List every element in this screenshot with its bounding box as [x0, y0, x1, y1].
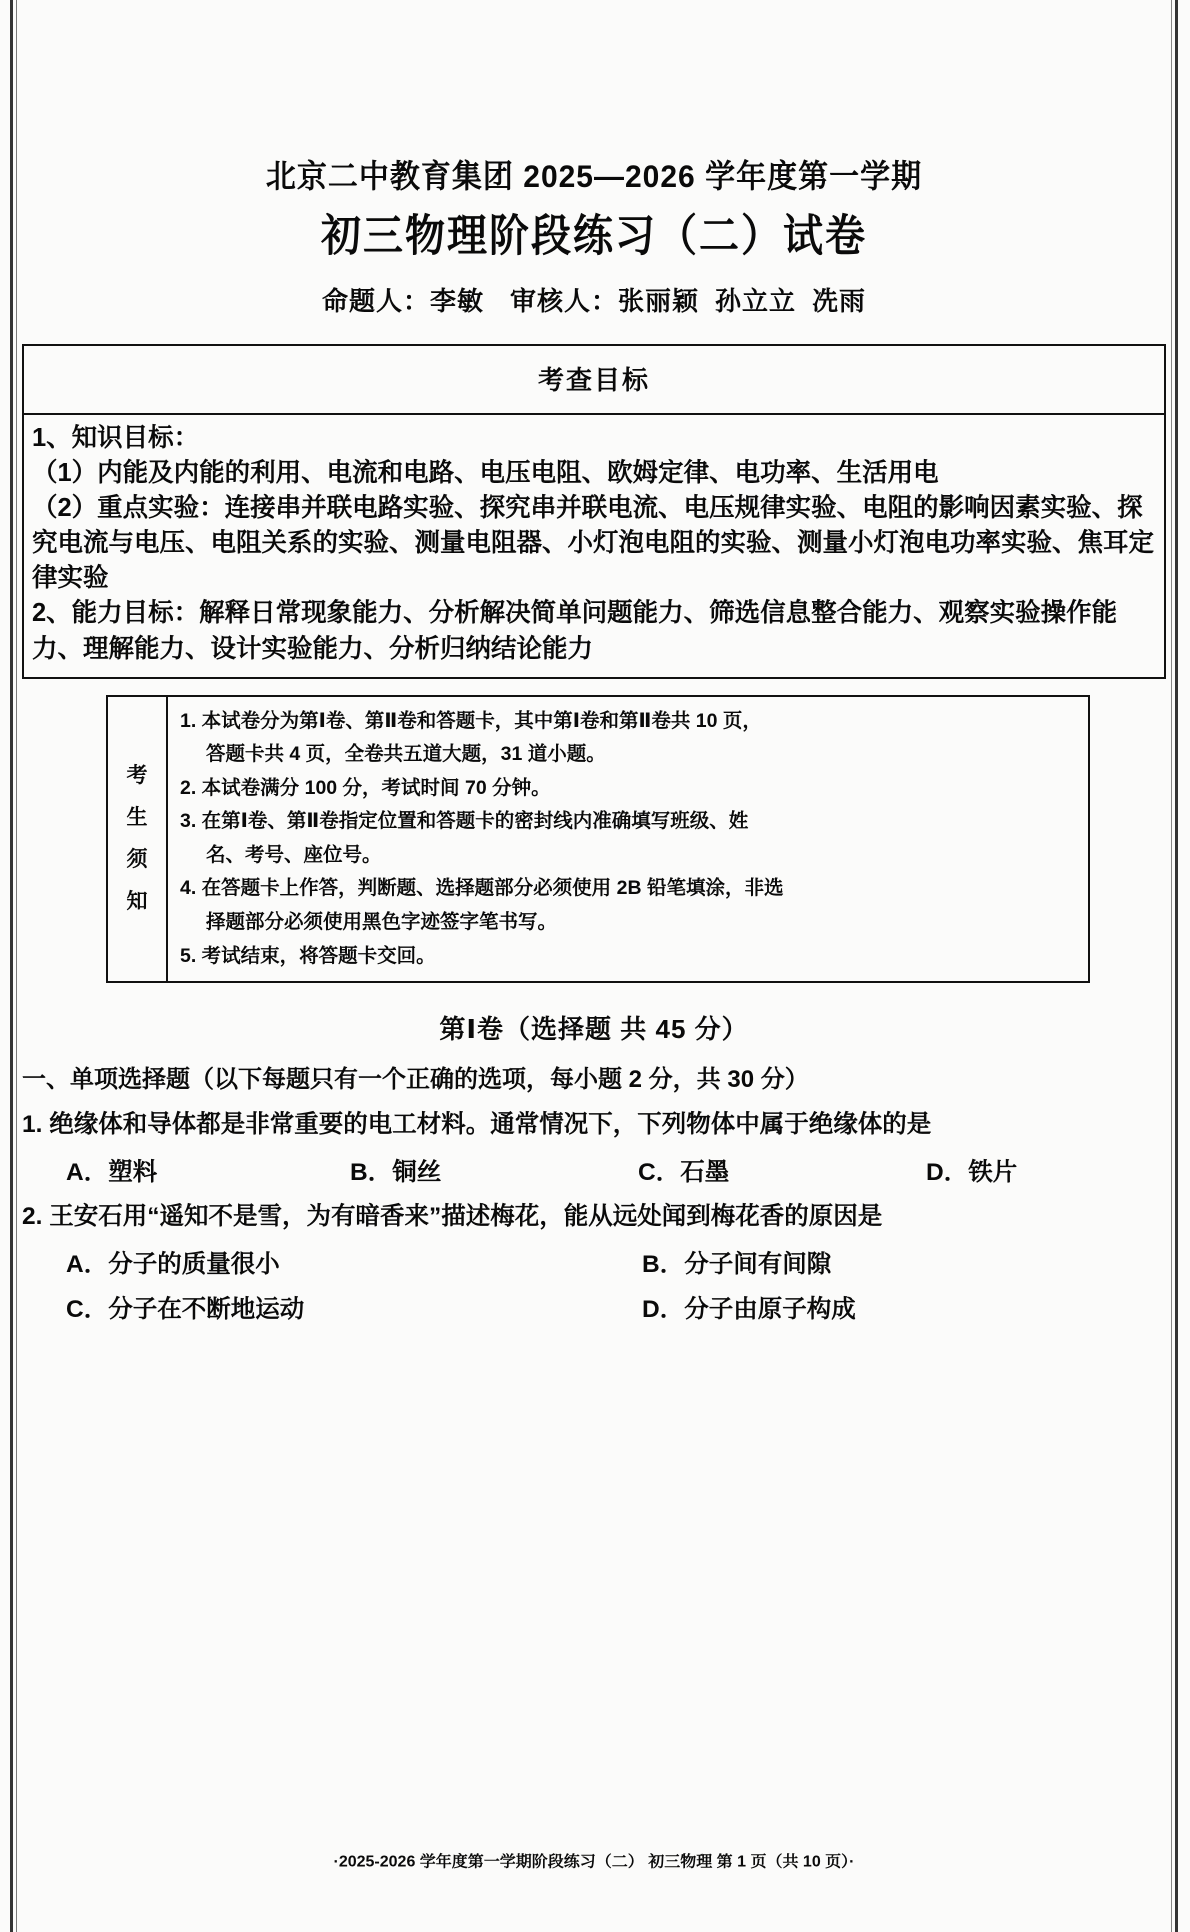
- notice-item: 5. 考试结束，将答题卡交回。: [180, 944, 436, 967]
- option-b[interactable]: [594, 1245, 1170, 1280]
- exam-title: 初三物理阶段练习（二）试卷: [321, 211, 867, 260]
- question-options: [18, 1153, 1170, 1188]
- option-text: 铁片: [968, 1159, 1018, 1187]
- objective-line: （1）内能及内能的利用、电流和电路、电压电阻、欧姆定律、电功率、生活用电: [32, 458, 939, 487]
- notice-item-cont: 名、考号、座位号。: [206, 843, 382, 866]
- question-number: 2.: [22, 1203, 43, 1231]
- author-label: 命题人：: [321, 285, 430, 316]
- option-b[interactable]: [306, 1153, 594, 1188]
- byline: [18, 257, 1170, 318]
- notice-item: 2. 本试卷满分 100 分，考试时间 70 分钟。: [180, 776, 551, 799]
- option-c[interactable]: [594, 1153, 882, 1188]
- notice-item-cont: 择题部分必须使用黑色字迹签字笔书写。: [206, 911, 558, 933]
- option-text: 铜丝: [392, 1159, 442, 1187]
- objectives-box: [22, 344, 1166, 679]
- part-one-title: 第Ⅰ卷（选择题 共 45 分）: [439, 1014, 749, 1045]
- option-a[interactable]: [18, 1153, 306, 1188]
- reviewer-name-3: 冼雨: [812, 285, 867, 316]
- question-number: 1.: [22, 1111, 43, 1139]
- option-key: D．: [642, 1296, 685, 1324]
- notice-label-char: 考: [126, 763, 148, 787]
- school-term-line: 北京二中教育集团 2025—2026 学年度第一学期: [265, 159, 923, 195]
- scan-edge-right: [1175, 0, 1178, 1932]
- notice-label-column: [108, 697, 168, 981]
- question-text: 王安石用“遥知不是雪，为有暗香来”描述梅花，能从远处闻到梅花香的原因是: [49, 1203, 883, 1231]
- question-section-label: 一、单项选择题: [22, 1066, 190, 1094]
- candidate-notice-table: [106, 695, 1090, 983]
- option-text: 分子在不断地运动: [108, 1296, 305, 1324]
- option-text: 塑料: [108, 1159, 158, 1187]
- notice-items-column: [168, 697, 1088, 981]
- notice-item: 3. 在第Ⅰ卷、第Ⅱ卷指定位置和答题卡的密封线内准确填写班级、姓: [180, 810, 749, 833]
- objective-line: （2）重点实验：连接串并联电路实验、探究串并联电流、电压规律实验、电阻的影响因素实验、探究电流与电压、电阻关系的实验、测量电阻器、小灯泡电阻的实验、测量小灯泡电功率实验、焦耳定律实验: [32, 493, 1155, 593]
- notice-label-char: 知: [126, 889, 148, 913]
- notice-item: 4. 在答题卡上作答，判断题、选择题部分必须使用 2B 铅笔填涂，非选: [180, 877, 784, 900]
- option-key: C．: [638, 1159, 681, 1187]
- notice-label-char: 须: [126, 847, 148, 871]
- page-footer: ·2025-2026 学年度第一学期阶段练习（二） 初三物理 第 1 页（共 10 页）·: [333, 1854, 855, 1871]
- option-d[interactable]: [594, 1290, 1170, 1325]
- option-text: 分子间有间隙: [684, 1251, 832, 1279]
- question-stem: [22, 1108, 1170, 1143]
- question-section-note: （以下每题只有一个正确的选项，每小题 2 分，共 30 分）: [190, 1066, 809, 1094]
- option-key: B．: [350, 1159, 393, 1187]
- objective-line: 1、知识目标：: [32, 423, 200, 452]
- reviewer-name-2: 孙立立: [715, 285, 797, 316]
- option-d[interactable]: [882, 1153, 1170, 1188]
- notice-label-char: 生: [126, 805, 148, 829]
- reviewer-label: 审核人：: [509, 285, 618, 316]
- option-text: 石墨: [680, 1159, 730, 1187]
- author-name: 李敏: [429, 285, 484, 316]
- option-key: A．: [66, 1251, 109, 1279]
- option-a[interactable]: [18, 1245, 594, 1280]
- objectives-body: [24, 415, 1164, 677]
- exam-page: [14, 0, 1174, 1932]
- question-text: 绝缘体和导体都是非常重要的电工材料。通常情况下，下列物体中属于绝缘体的是: [49, 1111, 932, 1139]
- option-key: B．: [642, 1251, 685, 1279]
- option-text: 分子的质量很小: [108, 1251, 280, 1279]
- option-key: C．: [66, 1296, 109, 1324]
- scan-edge-left: [10, 0, 13, 1932]
- option-text: 分子由原子构成: [684, 1296, 856, 1324]
- question-options: [18, 1290, 1170, 1325]
- question-stem: [22, 1200, 1170, 1235]
- notice-item: 1. 本试卷分为第Ⅰ卷、第Ⅱ卷和答题卡，其中第Ⅰ卷和第Ⅱ卷共 10 页，: [180, 709, 762, 732]
- option-c[interactable]: [18, 1290, 594, 1325]
- question-section-heading: [22, 1064, 1170, 1096]
- objectives-title: 考查目标: [24, 346, 1164, 415]
- question-options: [18, 1245, 1170, 1280]
- option-key: D．: [926, 1159, 969, 1187]
- option-key: A．: [66, 1159, 109, 1187]
- notice-item-cont: 答题卡共 4 页，全卷共五道大题，31 道小题。: [206, 743, 606, 766]
- reviewer-name-1: 张丽颖: [618, 285, 700, 316]
- objective-line: 2、能力目标：解释日常现象能力、分析解决简单问题能力、筛选信息整合能力、观察实验操作能力、理解能力、设计实验能力、分析归纳结论能力: [32, 599, 1118, 663]
